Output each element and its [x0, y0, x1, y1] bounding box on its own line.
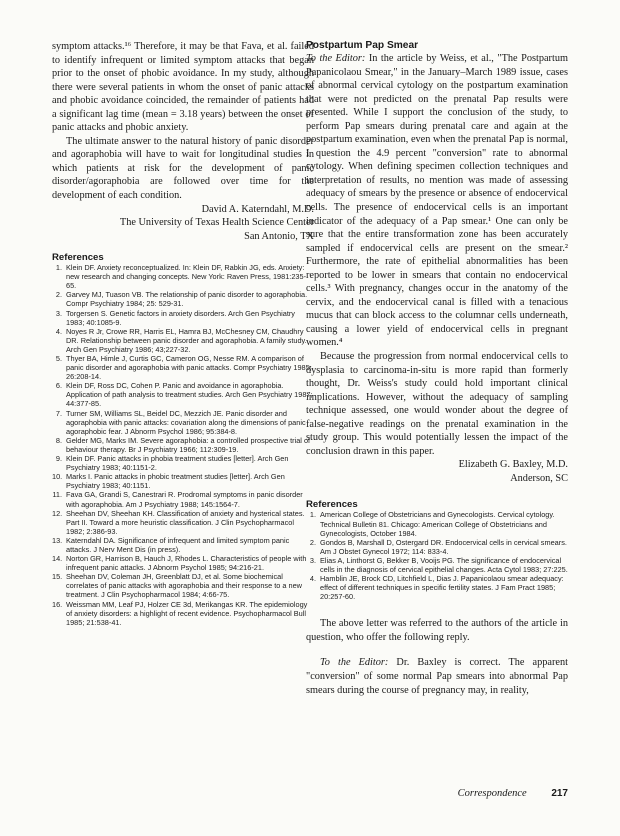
reference-item [306, 538, 568, 556]
reference-item [52, 309, 314, 327]
reference-text: Klein DF, Ross DC, Cohen P. Panic and avoidance in agoraphobia. Application of path analysis to treatment studies. Arch Gen Psychiatry 1987; 44:377-85. [66, 381, 313, 409]
reference-item [52, 490, 314, 508]
reference-item [306, 510, 568, 537]
reference-text: American College of Obstetricians and Gynecologists. Cervical cytology. Technical Bulletin 81. Chicago: American College of Obstetricians and Gynecologists, October 1984. [320, 510, 555, 538]
reference-number: 13. [52, 535, 63, 545]
reference-item [52, 354, 314, 381]
reference-number: 4. [309, 574, 316, 584]
body-paragraph: Because the progression from normal endocervical cells to dysplasia to carcinoma-in-situ is more rapid than formerly thought, Dr. Weiss's study could hold important clinical implications. However, without the adequacy of sampling technique assessed, one would wonder about the degree of false-negative readings on the prenatal examination in the study group. This would potentially lessen the impact of the conclusion drawn in this paper. [306, 351, 568, 457]
reference-number: 15. [52, 572, 63, 582]
reference-text: Marks I. Panic attacks in phobic treatment studies [letter]. Arch Gen Psychiatry 1983; 40:1151. [66, 472, 285, 491]
reference-item [52, 290, 314, 308]
body-paragraph: symptom attacks.¹⁶ Therefore, it may be that Fava, et al. failed to identify infrequent or limited symptom attacks that began prior to the onset of phobic avoidance. In my study, although there were several patients in whom the onset of panic attacks and phobic avoidance coincided, the remainder of patients had a significant lag time (mean = 3.18 years) between the onset of panic attacks and phobic anxiety. [52, 41, 314, 134]
reference-text: Sheehan DV, Coleman JH, Greenblatt DJ, et al. Some biochemical correlates of panic attacks with agoraphobia and their response to a new treatment. J Clin Psychopharmacol 1984; 4:66-75. [66, 572, 302, 600]
reference-number: 4. [55, 326, 62, 336]
reference-item [52, 554, 314, 572]
reference-item [52, 572, 314, 599]
reference-item [52, 263, 314, 290]
reference-text: Weissman MM, Leaf PJ, Holzer CE 3d, Merikangas KR. The epidemiology of anxiety disorders: a highlight of recent evidence. Psychopharmacol Bull 1985; 21:538-41. [66, 599, 308, 627]
reference-item [52, 600, 314, 627]
page-footer [306, 788, 568, 799]
reference-text: Hamblin JE, Brock CD, Litchfield L, Dias J. Papanicolaou smear adequacy: effect of different techniques in specific fertility states. J Fam Pract 1985; 20:257-60. [320, 574, 564, 602]
reference-item [52, 454, 314, 472]
reference-number: 14. [52, 554, 63, 564]
author-affiliation: The University of Texas Health Science Center [119, 217, 314, 229]
reference-text: Noyes R Jr, Crowe RR, Harris EL, Hamra BJ, McChesney CM, Chaudhry DR. Relationship between panic disorder and agoraphobia. A family study. Arch Gen Psychiatry 1986; 43;227-32. [66, 326, 307, 354]
section-title: Postpartum Pap Smear [306, 40, 419, 51]
author-name: David A. Katerndahl, M.D. [201, 203, 314, 215]
reference-text: Gelder MG, Marks IM. Severe agoraphobia: a controlled prospective trial of behaviour therapy. Br J Psychiatry 1966; 112:309-19. [66, 435, 311, 454]
reference-number: 12. [52, 508, 63, 518]
reference-text: Norton GR, Harrison B, Hauch J, Rhodes L. Characteristics of people with infrequent panic attacks. J Abnorm Psychol 1985; 94:216-21. [66, 554, 307, 573]
reference-text: Klein DF. Panic attacks in phobia treatment studies [letter]. Arch Gen Psychiatry 1983; 40:1151-2. [66, 454, 289, 473]
reference-text: Elias A, Linthorst G, Bekker B, Vooijs PG. The significance of endocervical cells in the diagnosis of cervical epithelial changes. Acta Cytol 1983; 27:225. [320, 555, 568, 574]
reference-text: Thyer BA, Himle J, Curtis GC, Cameron OG, Nesse RM. A comparison of panic disorder and agoraphobia with panic attacks. Compr Psychiatry 1985; 26:208-14. [66, 354, 312, 382]
references-heading: References [306, 499, 358, 511]
reference-text: Fava GA, Grandi S, Canestrari R. Prodromal symptoms in panic disorder with agoraphobia. Am J Psychiatry 1988; 145:1564-7. [66, 490, 303, 509]
reference-number: 11. [52, 490, 62, 500]
reference-text: Sheehan DV, Sheehan KH. Classification of anxiety and hysterical states. Part II. Toward a more heuristic classification. J Clin Psychopharmacol 1982; 2:386-93. [66, 508, 305, 536]
author-location: San Antonio, TX [244, 230, 314, 242]
right-column [306, 40, 568, 697]
reference-number: 3. [309, 555, 316, 565]
author-location: Anderson, SC [510, 472, 568, 484]
reference-number: 10. [52, 472, 63, 482]
reference-item [52, 327, 314, 354]
letter-signature [306, 458, 568, 485]
reference-item [52, 436, 314, 454]
reference-number: 3. [55, 308, 62, 318]
reference-text: Katerndahl DA. Significance of infrequent and limited symptom panic attacks. J Nerv Ment Dis (in press). [66, 535, 290, 554]
salutation: To the Editor: [306, 53, 366, 64]
reference-number: 6. [55, 381, 62, 391]
reference-number: 5. [55, 354, 62, 363]
reference-text: Torgersen S. Genetic factors in anxiety disorders. Arch Gen Psychiatry 1983; 40:1085-9. [66, 308, 295, 327]
reference-number: 8. [55, 435, 62, 445]
page-number: 217 [551, 788, 568, 799]
left-column [52, 40, 314, 627]
author-name: Elizabeth G. Baxley, M.D. [458, 459, 568, 471]
reference-item [306, 574, 568, 601]
reference-list [306, 510, 568, 601]
letter-signature [52, 203, 314, 244]
reference-text: Gondos B, Marshall D, Ostergard DR. Endocervical cells in cervical smears. Am J Obstet Gynecol 1972; 114: 833-4. [320, 537, 567, 556]
reference-text: Klein DF. Anxiety reconceptualized. In: Klein DF, Rabkin JG, eds. Anxiety: new research and changing concepts. New York: Raven Press, 1981:235-65. [66, 263, 307, 291]
reference-number: 9. [55, 454, 62, 464]
body-paragraph: The above letter was referred to the authors of the article in question, who offer the following reply. [306, 618, 568, 643]
reference-number: 2. [309, 537, 316, 547]
reference-item [52, 409, 314, 436]
reference-item [52, 472, 314, 490]
reference-item [52, 381, 314, 408]
reference-item [52, 536, 314, 554]
body-paragraph: To the Editor: Dr. Baxley is correct. The apparent "conversion" of some normal Pap smears into abnormal Pap smears during the course of pregnancy may, in reality, [306, 657, 568, 696]
reference-text: Turner SM, Williams SL, Beidel DC, Mezzich JE. Panic disorder and agoraphobia with panic attacks: covariation along the dimensions of panic agoraphobic fear. J Abnorm Psychol 1986; 95:384-8. [66, 408, 306, 436]
body-paragraph: The ultimate answer to the natural history of panic disorder and agoraphobia will have to wait for longitudinal studies in which patients at risk for the development of panic disorder/agoraphobia are followed over time for the development of each condition. [52, 135, 314, 202]
reference-item [52, 509, 314, 536]
reference-number: 7. [55, 408, 62, 418]
reference-number: 16. [52, 599, 63, 609]
reference-list [52, 263, 314, 627]
reference-number: 1. [309, 510, 316, 520]
reference-number: 1. [55, 263, 62, 273]
reference-item [306, 556, 568, 574]
salutation: To the Editor: [320, 657, 389, 669]
reference-text: Garvey MJ, Tuason VB. The relationship of panic disorder to agoraphobia. Compr Psychiatry 1984; 25: 529-31. [66, 290, 308, 309]
references-heading: References [52, 252, 104, 264]
body-paragraph: To the Editor: In the article by Weiss, et al., "The Postpartum Papanicolaou Smear," in the January–March 1989 issue, cases of abnormal cervical cytology on the postpartum examination that were not predicted on the prenatal Pap results were presented. While I support the conclusion of the study, to perform Pap smears during prenatal care and again at the postpartum examination, even when the prenatal Pap is normal, I question the 4.9 percent "conversion" rate to abnormal cytology. When defining specimen collection techniques and interpretation of results, no mention was made of assessing adequacy of smears by the presence or absence of endocervical cells. The presence of endocervical cells is an important indicator of the adequacy of a Pap smear.¹ One can only be sure that the entire transformation zone has been accurately sampled if endocervical cells are present on the smear.² Furthermore, the rate of epithelial abnormalities has been reported to be lower in smears that contain no endocervical cells.³ With pregnancy, changes occur in the anatomy of the cervix, and the endocervical canal is filled with a tenacious mucus that can block access to the columnar cells underneath, causing a lower yield of endocervical cells in pregnant women.⁴ [306, 53, 569, 349]
journal-section-label: Correspondence [457, 788, 527, 799]
reference-number: 2. [55, 290, 62, 300]
